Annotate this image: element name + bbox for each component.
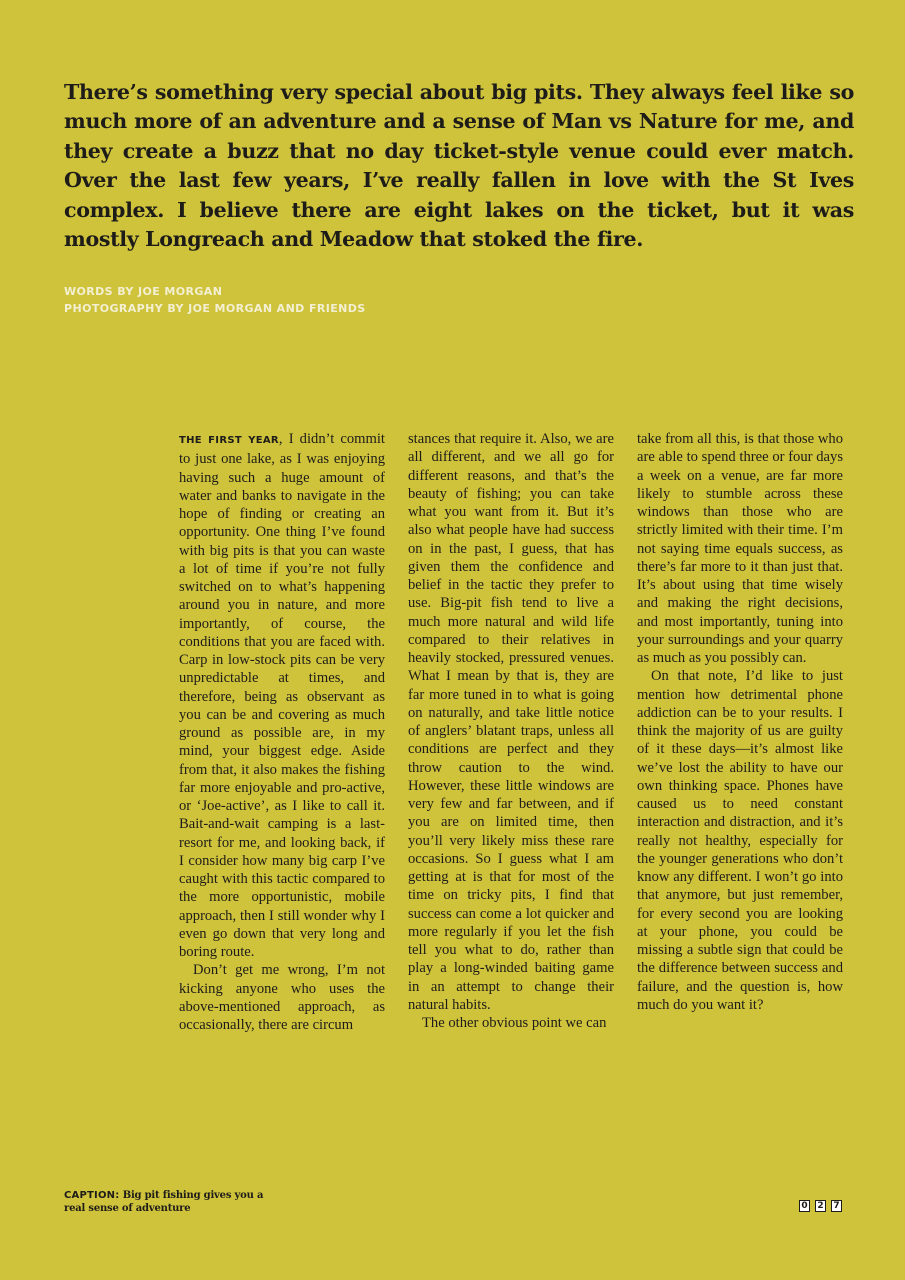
column-1 [179, 430, 385, 1034]
lead-in: THE FIRST YEAR [179, 435, 279, 446]
photo-caption [64, 1190, 264, 1215]
paragraph: take from all this, is that those who are able to spend three or four days a week on a venue, are far more likely to stumble across these windows than those who are strictly limited with their time. I’m not saying time equals success, as there’s far more to it than just that. It’s about using that time wisely and making the right decisions, and most importantly, tuning into your surroundings and your quarry as much as you possibly can. [637, 431, 843, 666]
credit-photography: PHOTOGRAPHY BY JOE MORGAN AND FRIENDS [64, 302, 366, 315]
paragraph: The other obvious point we can [422, 1015, 607, 1031]
column-3 [637, 430, 843, 1014]
paragraph: Don’t get me wrong, I’m not kicking anyone who uses the above-mentioned approach, as occasionally, there are circum [179, 962, 385, 1033]
paragraph-text: , I didn’t commit to just one lake, as I was enjoying having such a huge amount of water and banks to navigate in the hope of finding or creating an opportunity. One thing I’ve found with big pits is that you can waste a lot of time if you’re not fully switched on to what’s happening around you in nature, and more importantly, of course, the conditions that you are faced with. Carp in low-stock pits can be very unpredictable at times, and therefore, being as observant as you can be and covering as much ground as possible are, in my mind, your biggest edge. Aside from that, it also makes the fishing far more enjoyable and pro-active, or ‘Joe-active’, as I like to call it. Bait-and-wait camping is a last-resort for me, and looking back, if I consider how many big carp I’ve caught with this tactic compared to the more opportunistic, mobile approach, then I still wonder why I even go down that very long and boring route. [179, 431, 385, 960]
page-number-digit: 0 [799, 1200, 810, 1212]
paragraph: On that note, I’d like to just mention how detrimental phone addiction can be to your results. I think the majority of us are guilty of it these days—it’s almost like we’ve lost the ability to have our own thinking space. Phones have caused us to need constant interaction and distraction, and it’s really not healthy, especially for the younger generations who don’t know any different. I won’t go into that anymore, but just remember, for every second you are looking at your phone, you could be missing a subtle sign that could be the difference between success and failure, and the question is, how much do you want it? [637, 668, 843, 1013]
paragraph [179, 430, 385, 961]
paragraph: stances that require it. Also, we are all different, and we all go for different reasons, and that’s the beauty of fishing; you can take what you want from it. But it’s also what people have had success on in the past, I guess, that has given them the confidence and belief in the tactic they prefer to use. Big-pit fish tend to live a much more natural and wild life compared to their relatives in heavily stocked, pressured venues. What I mean by that is, they are far more tuned in to what is going on naturally, and take little notice of anglers’ blatant traps, unless all conditions are perfect and they throw caution to the wind. However, these little windows are very few and far between, and if you are on limited time, then you’ll very likely miss these rare occasions. So I guess what I am getting at is that for most of the time on tricky pits, I find that success can come a lot quicker and more regularly if you let the fish tell you what to do, rather than play a long-winded baiting game in an attempt to change their natural habits. [408, 431, 614, 1013]
page-number-digit: 7 [831, 1200, 842, 1212]
credit-words: WORDS BY JOE MORGAN [64, 285, 223, 298]
caption-label: CAPTION: [64, 1190, 120, 1201]
column-2 [408, 430, 614, 1032]
standfirst: There’s something very special about big pits. They always feel like so much more of an adventure and a sense of Man vs Nature for me, and they create a buzz that no day ticket-style venue could ever match. Over the last few years, I’ve really fallen in love with the St Ives complex. I believe there are eight lakes on the ticket, but it was mostly Longreach and Meadow that stoked the fire. [64, 80, 854, 252]
page-number-digit: 2 [815, 1200, 826, 1212]
credits [64, 283, 366, 317]
page-number [799, 1200, 842, 1212]
caption-text: Big pit fishing gives you a real sense of adventure [64, 1190, 264, 1214]
body-columns [179, 430, 843, 1070]
